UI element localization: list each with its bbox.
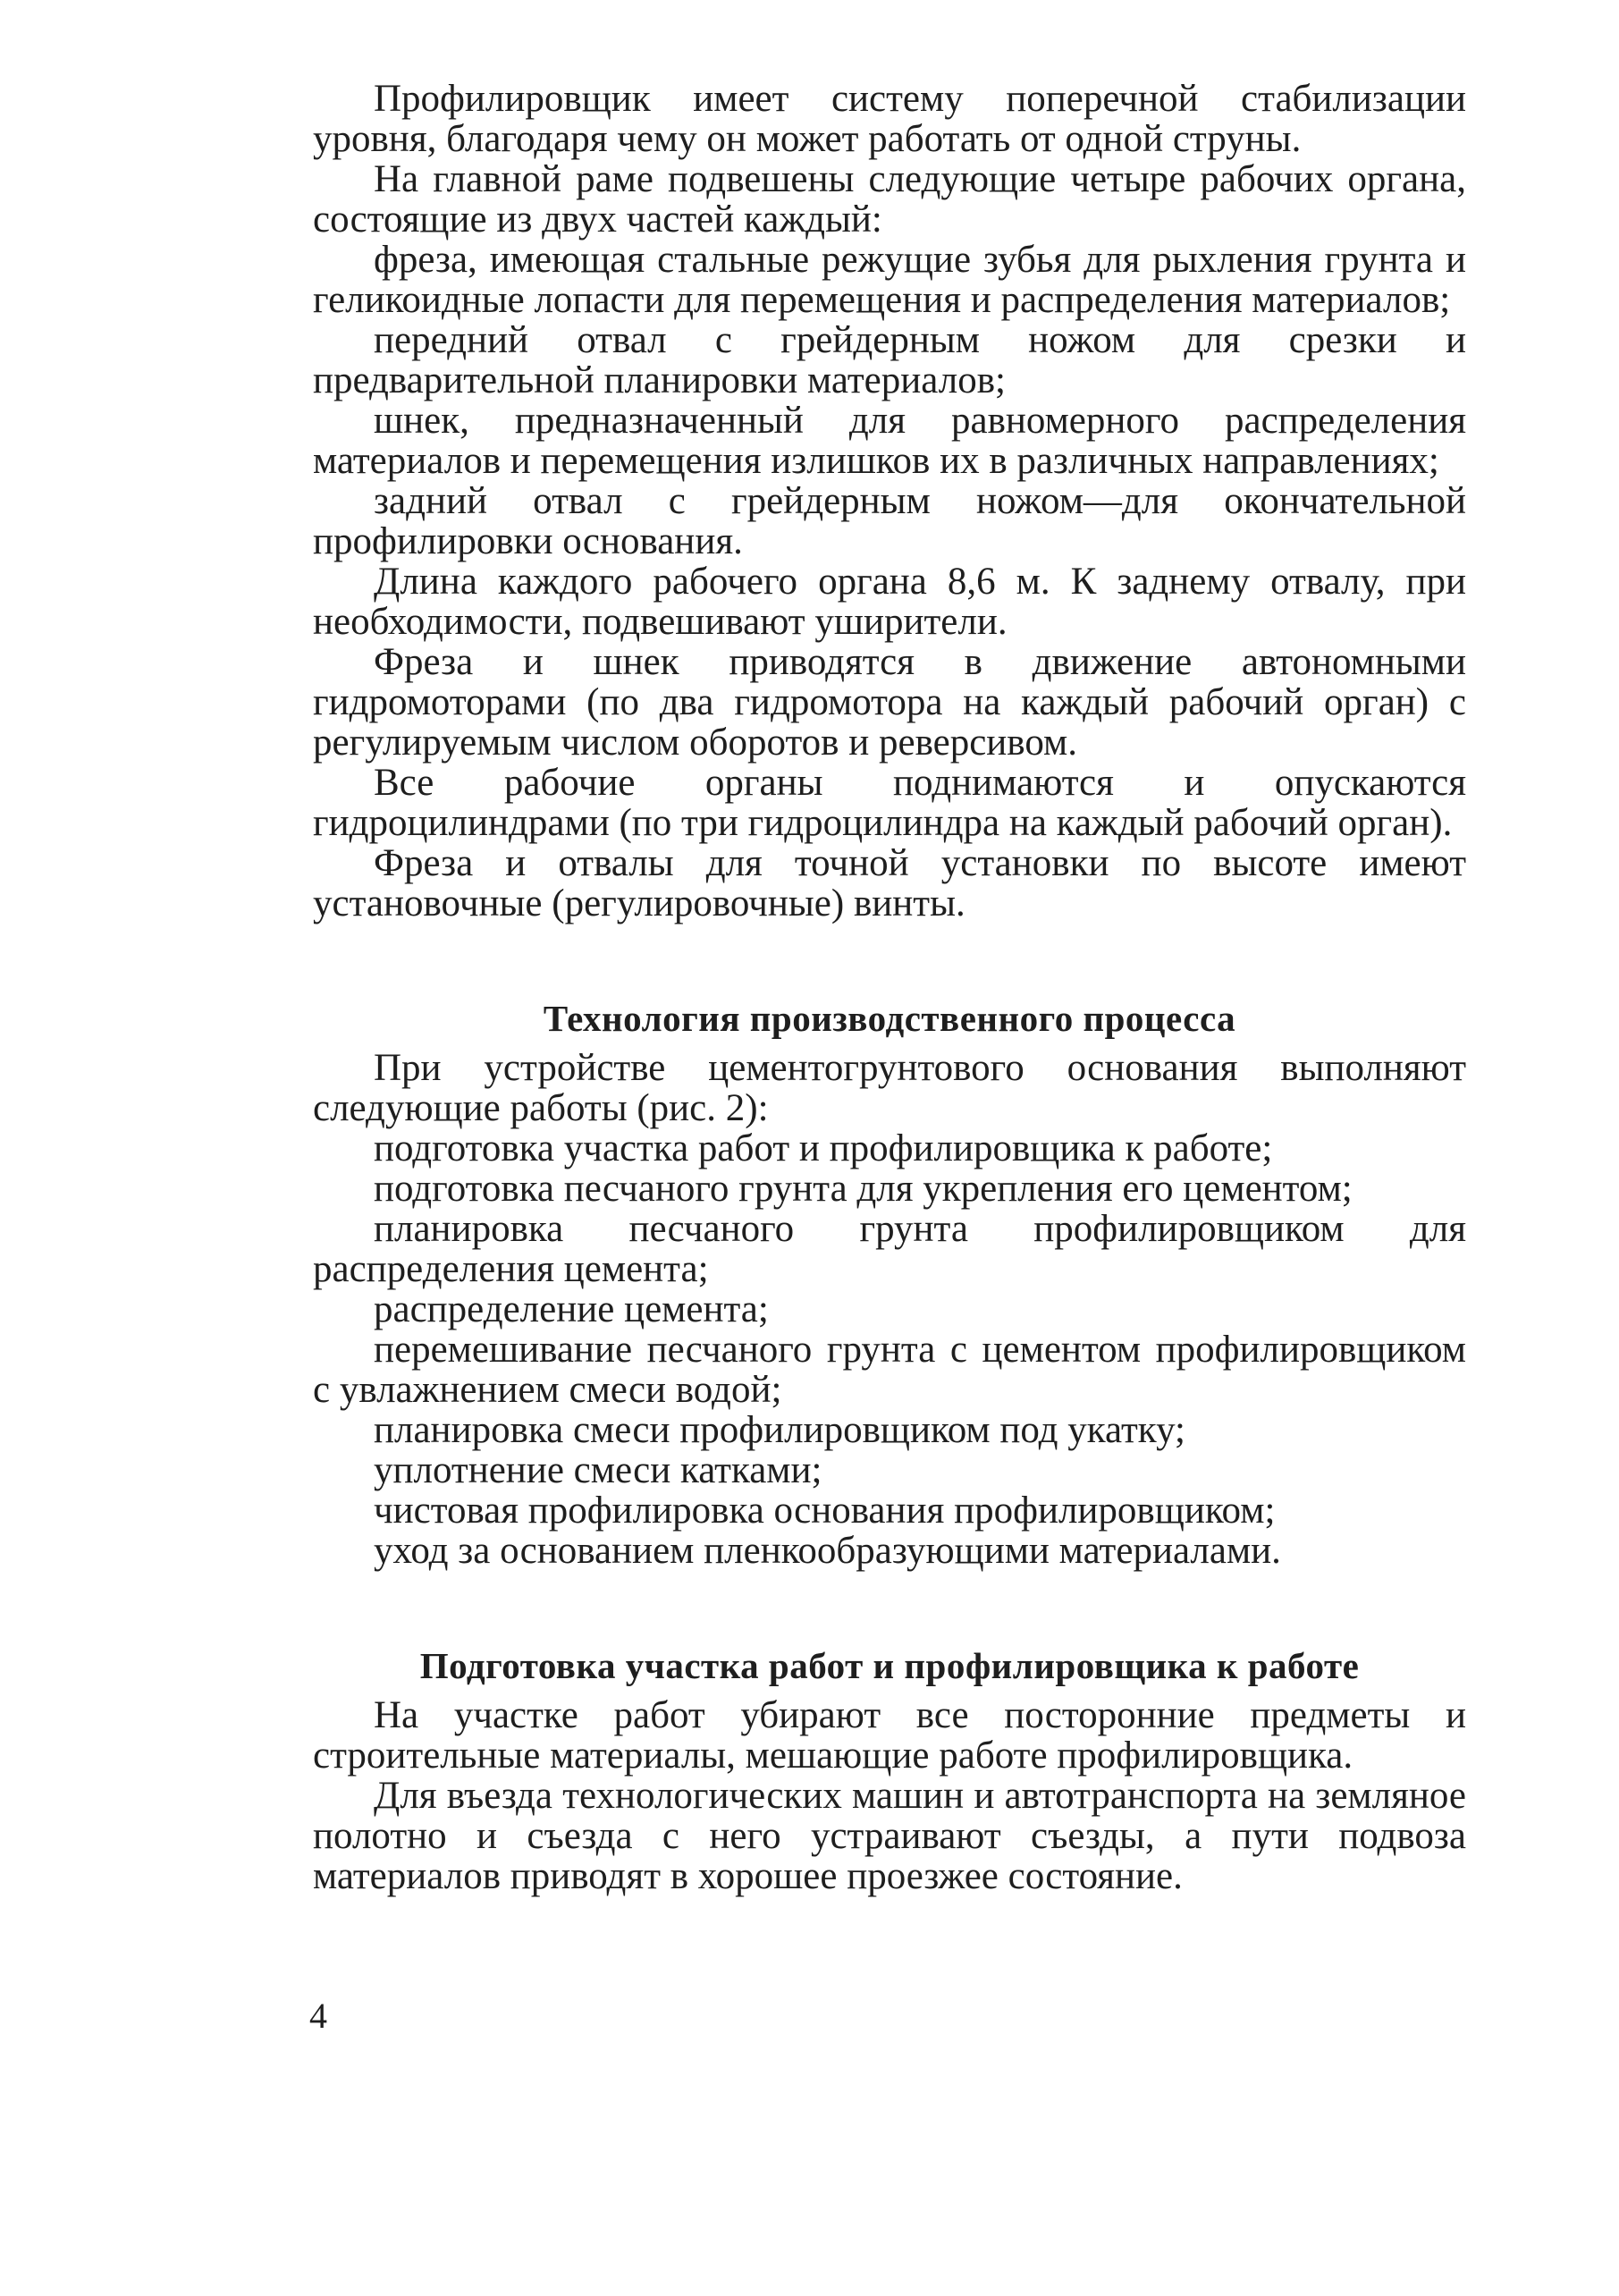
list-item: распределение цемента;	[374, 1288, 769, 1330]
paragraph: На главной раме подвешены следующие четыре рабочих органа, состоящие из двух частей каждый:	[313, 158, 1466, 241]
paragraph: Длина каждого рабочего органа 8,6 м. К заднему отвалу, при необходимости, подвешивают уширители.	[313, 561, 1466, 643]
list-item: фреза, имеющая стальные режущие зубья для рыхления грунта и геликоидные лопасти для перемещения и распределения материалов;	[313, 239, 1466, 321]
paragraph: Фреза и отвалы для точной установки по высоте имеют установочные (регулировочные) винты.	[313, 842, 1466, 924]
list-item: перемешивание песчаного грунта с цементом профилировщиком с увлажнением смеси водой;	[313, 1329, 1466, 1411]
list-item: чистовая профилировка основания профилировщиком;	[374, 1490, 1276, 1532]
list-item: подготовка участка работ и профилировщика к работе;	[374, 1127, 1273, 1169]
list-item: планировка смеси профилировщиком под укатку;	[374, 1409, 1185, 1451]
section-title: Подготовка участка работ и профилировщика к работе	[419, 1645, 1360, 1686]
list-item: задний отвал с грейдерным ножом—для окончательной профилировки основания.	[313, 480, 1466, 562]
paragraph: Профилировщик имеет систему поперечной стабилизации уровня, благодаря чему он может работать от одной струны.	[313, 78, 1466, 160]
paragraph: Все рабочие органы поднимаются и опускаются гидроцилиндрами (по три гидроцилиндра на каждый рабочий орган).	[313, 762, 1466, 844]
list-item: планировка песчаного грунта профилировщиком для распределения цемента;	[313, 1208, 1466, 1290]
section-title: Технология производственного процесса	[543, 998, 1236, 1039]
list-item: уход за основанием пленкообразующими материалами.	[374, 1530, 1281, 1572]
page-body	[313, 79, 1466, 1896]
paragraph: На участке работ убирают все посторонние предметы и строительные материалы, мешающие работе профилировщика.	[313, 1694, 1466, 1777]
page-number: 4	[309, 1996, 327, 2036]
paragraph: При устройстве цементогрунтового основания выполняют следующие работы (рис. 2):	[313, 1047, 1466, 1129]
list-item: передний отвал с грейдерным ножом для срезки и предварительной планировки материалов;	[313, 319, 1466, 401]
paragraph: Для въезда технологических машин и автотранспорта на земляное полотно и съезда с него устраивают съезды, а пути подвоза материалов приводят в хорошее проезжее состояние.	[313, 1775, 1466, 1897]
paragraph: Фреза и шнек приводятся в движение автономными гидромоторами (по два гидромотора на каждый рабочий орган) с регулируемым числом оборотов и реверсивом.	[313, 641, 1466, 764]
list-item: уплотнение смеси катками;	[374, 1449, 822, 1491]
list-item: подготовка песчаного грунта для укрепления его цементом;	[374, 1168, 1353, 1210]
list-item: шнек, предназначенный для равномерного распределения материалов и перемещения излишков их в различных направлениях;	[313, 400, 1466, 482]
